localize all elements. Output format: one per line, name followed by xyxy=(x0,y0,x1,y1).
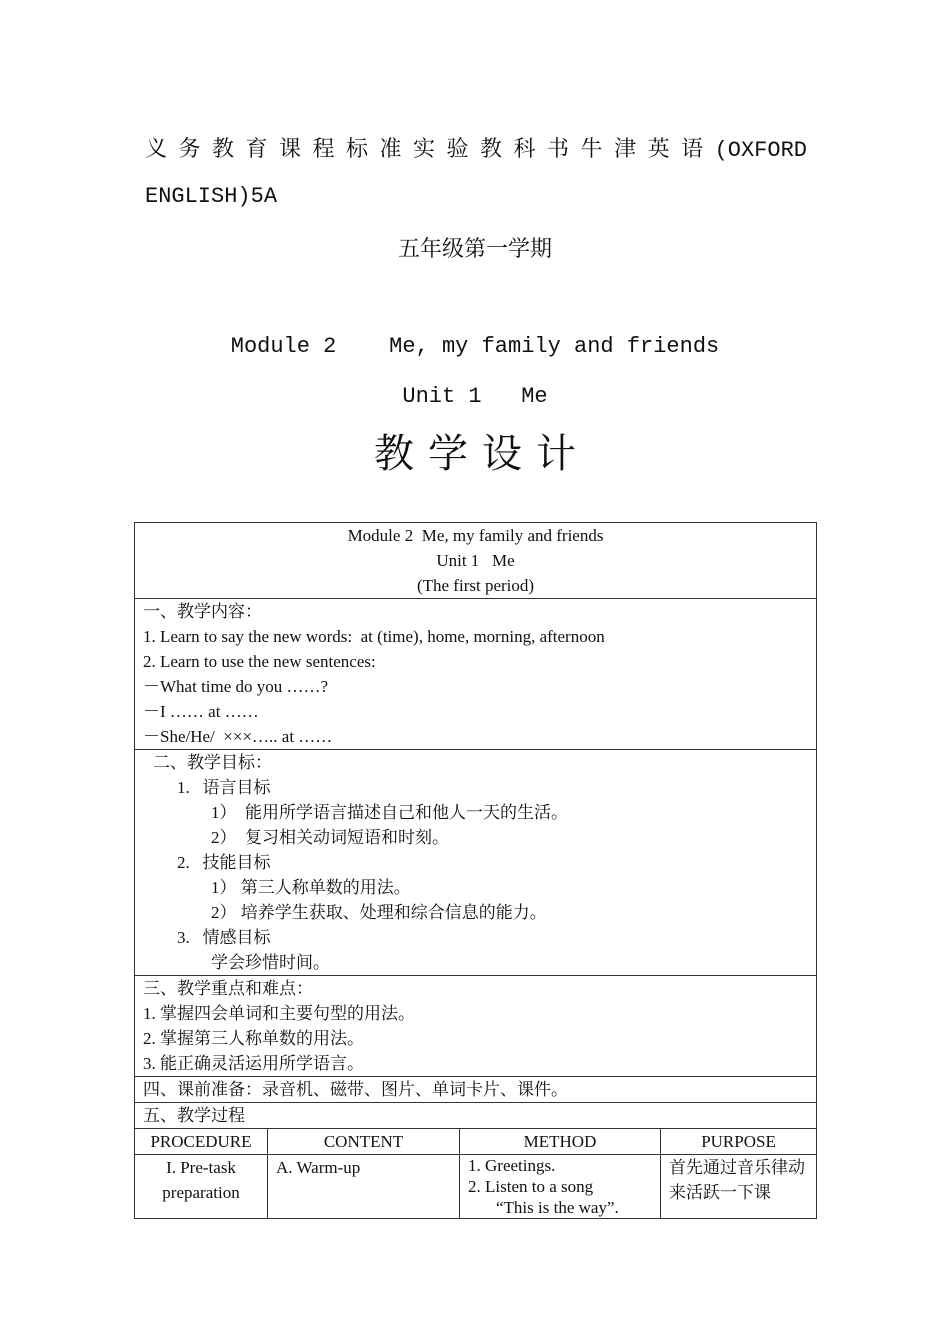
header-period: (The first period) xyxy=(416,576,535,595)
procedure-line: I. Pre-task xyxy=(166,1158,236,1177)
key-points-cell xyxy=(135,976,817,1077)
cover-grade: 五年级第一学期 xyxy=(397,237,552,262)
content-row xyxy=(135,599,817,750)
purpose-cell: 首先通过音乐律动来活跃一下课 xyxy=(661,1155,817,1219)
column-header-purpose: PURPOSE xyxy=(661,1129,817,1155)
cover-unit: Unit 1 Me xyxy=(402,384,548,409)
objectives-row xyxy=(135,750,817,976)
objective-skill-item: 1） 第三人称单数的用法。 xyxy=(211,878,411,897)
content-item: －What time do you ……? xyxy=(143,677,329,696)
table-row xyxy=(135,1155,817,1219)
objective-language-item: 1） 能用所学语言描述自己和他人一天的生活。 xyxy=(211,803,568,822)
key-points-row xyxy=(135,976,817,1077)
process-heading: 五、教学过程 xyxy=(135,1103,817,1129)
cover-title-line2: ENGLISH)5A xyxy=(145,184,278,209)
content-item: 2. Learn to use the new sentences: xyxy=(143,652,376,671)
objective-skill-title: 2. 技能目标 xyxy=(177,853,271,872)
header-unit: Unit 1 Me xyxy=(436,551,515,570)
column-header-row xyxy=(135,1129,817,1155)
method-cell xyxy=(460,1155,661,1219)
content-item: －She/He/ ×××….. at …… xyxy=(143,727,333,746)
procedure-cell xyxy=(135,1155,268,1219)
procedure-line: preparation xyxy=(162,1183,240,1202)
cover-title-line1: 义务教育课程标准实验教科书牛津英语(OXFORD xyxy=(145,138,807,163)
cover-module: Module 2 Me, my family and friends xyxy=(230,334,720,359)
process-heading-row xyxy=(135,1103,817,1129)
lesson-plan-table xyxy=(134,522,817,1219)
preparation-cell: 四、课前准备：录音机、磁带、图片、单词卡片、课件。 xyxy=(135,1077,817,1103)
method-line: 2. Listen to a song xyxy=(468,1177,594,1196)
table-header-row xyxy=(135,523,817,599)
column-header-content: CONTENT xyxy=(268,1129,460,1155)
objective-language-title: 1. 语言目标 xyxy=(177,778,271,797)
preparation-row xyxy=(135,1077,817,1103)
objective-language-item: 2） 复习相关动词短语和时刻。 xyxy=(211,828,449,847)
content-item: 1. Learn to say the new words: at (time), home, morning, afternoon xyxy=(143,627,605,646)
key-point-item: 3. 能正确灵活运用所学语言。 xyxy=(143,1054,364,1073)
objective-emotion-item: 学会珍惜时间。 xyxy=(211,953,330,972)
key-point-item: 1. 掌握四会单词和主要句型的用法。 xyxy=(143,1004,415,1023)
document-title: 教学设计 xyxy=(374,431,590,477)
content-step-cell: A. Warm-up xyxy=(268,1155,460,1219)
column-header-method: METHOD xyxy=(460,1129,661,1155)
key-points-heading: 三、教学重点和难点： xyxy=(143,979,313,998)
objective-skill-item: 2） 培养学生获取、处理和综合信息的能力。 xyxy=(211,903,547,922)
content-heading: 一、教学内容： xyxy=(143,602,262,621)
method-line: “This is the way”. xyxy=(496,1198,619,1217)
objective-emotion-title: 3. 情感目标 xyxy=(177,928,271,947)
content-cell xyxy=(135,599,817,750)
header-cell xyxy=(135,523,817,599)
key-point-item: 2. 掌握第三人称单数的用法。 xyxy=(143,1029,364,1048)
objectives-heading: 二、教学目标： xyxy=(153,753,272,772)
column-header-procedure: PROCEDURE xyxy=(135,1129,268,1155)
header-module: Module 2 Me, my family and friends xyxy=(347,526,604,545)
method-line: 1. Greetings. xyxy=(468,1156,556,1175)
objectives-cell xyxy=(135,750,817,976)
content-item: －I …… at …… xyxy=(143,702,259,721)
